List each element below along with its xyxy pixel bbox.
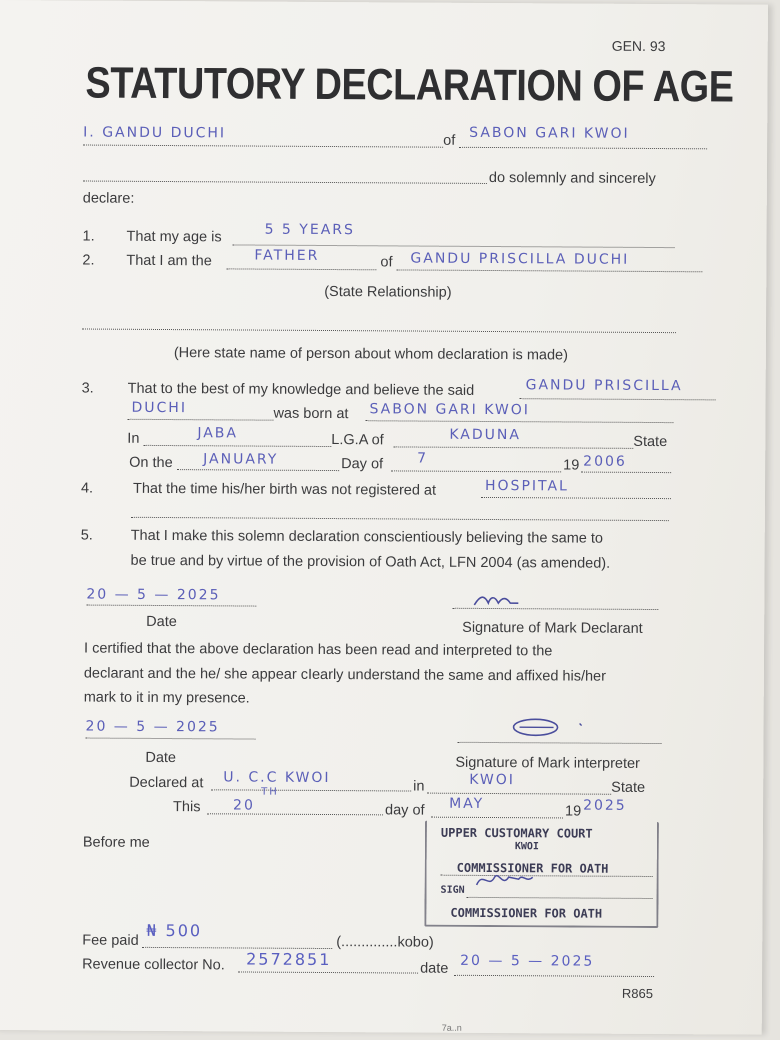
stamp-court-location: KWOI xyxy=(514,841,539,853)
item-1-number: 1. xyxy=(82,228,95,245)
birth-day-field[interactable] xyxy=(391,470,561,472)
certification-line-2: declarant and the he/ she appear cIearly understand the same and affixed his/her xyxy=(83,665,607,685)
revenue-date-value: 20 — 5 — 2025 xyxy=(460,952,595,970)
item-5-number: 5. xyxy=(80,527,93,544)
address-continued-field[interactable] xyxy=(83,181,487,184)
age-label: That my age is xyxy=(126,228,222,246)
knowledge-label: That to the best of my knowledge and believe the said xyxy=(127,380,475,399)
on-the-label: On the xyxy=(129,454,173,472)
commissioner-signature xyxy=(475,869,535,891)
registered-label: That the time his/her birth was not registered at xyxy=(132,480,437,499)
stamp-court-name: UPPER CUSTOMARY COURT xyxy=(440,825,593,841)
revenue-collector-field[interactable] xyxy=(238,971,418,973)
revenue-collector-label: Revenue collector No. xyxy=(82,956,225,974)
state-label: State xyxy=(633,433,668,451)
this-day-suffix: TH xyxy=(261,786,279,798)
fee-amount-field[interactable] xyxy=(142,947,332,949)
lga-value: KADUNA xyxy=(449,426,521,444)
solemnly-text: do solemnly and sincerely xyxy=(488,169,656,188)
year-prefix-2: 19 xyxy=(565,803,582,820)
certification-date-field[interactable] xyxy=(85,738,255,740)
declarant-address: SABON GARI KWOI xyxy=(469,124,630,142)
declare-text: declare: xyxy=(82,190,135,207)
age-value: 5 5 YEARS xyxy=(264,221,355,239)
declarant-signature-label: Signature of Mark Declarant xyxy=(462,619,643,637)
year-prefix: 19 xyxy=(563,457,580,474)
item-3-number: 3. xyxy=(81,380,94,397)
this-day-field[interactable] xyxy=(207,813,383,815)
stamp-sign-label: SIGN xyxy=(440,884,465,896)
registered-at-field[interactable] xyxy=(481,497,671,499)
fee-amount-value: ₦ 500 xyxy=(146,920,203,941)
solemn-text-1: That I make this solemn declaration conscientiously believing the same to xyxy=(130,527,604,547)
date-label: Date xyxy=(146,613,177,631)
person-details-field[interactable] xyxy=(82,329,676,334)
registered-cont-field[interactable] xyxy=(131,517,669,521)
interpreter-signature-mark xyxy=(505,713,585,739)
this-label: This xyxy=(173,799,201,816)
relationship-field[interactable] xyxy=(226,268,376,270)
address-field[interactable] xyxy=(459,147,707,150)
item-2-number: 2. xyxy=(82,252,95,269)
certification-line-1: I certified that the above declaration has been read and interpreted to the xyxy=(83,640,553,660)
stamp-commissioner: COMMISSIONER FOR OATH xyxy=(456,860,609,876)
item-4-number: 4. xyxy=(80,480,94,497)
birth-day-value: 7 xyxy=(417,450,429,467)
revenue-date-field[interactable] xyxy=(454,975,654,977)
birth-month-value: JANUARY xyxy=(203,451,279,468)
form-title: STATUTORY DECLARATION OF AGE xyxy=(85,58,734,112)
born-at-label: was born at xyxy=(273,405,349,423)
town-value: JABA xyxy=(197,425,239,442)
form-reference-code: R865 xyxy=(621,985,654,1002)
revenue-collector-value: 2572851 xyxy=(246,949,332,970)
certification-date-value: 20 — 5 — 2025 xyxy=(85,718,220,736)
declaration-date-field[interactable] xyxy=(86,605,256,607)
lga-label: L.G.A of xyxy=(331,432,384,449)
birthplace-value: SABON GARI KWOI xyxy=(369,401,530,419)
relationship-of-label: of xyxy=(380,254,393,271)
said-person-cont-field[interactable] xyxy=(127,419,273,421)
relationship-label: That I am the xyxy=(126,252,212,270)
declarant-signature-mark xyxy=(472,591,522,609)
declarant-name: I. GANDU DUCHI xyxy=(83,124,227,142)
declaration-date-value: 20 — 5 — 2025 xyxy=(86,586,221,604)
state-relationship-hint: (State Relationship) xyxy=(324,283,452,301)
declared-in-label: in xyxy=(413,778,425,795)
birth-month-field[interactable] xyxy=(177,469,339,471)
this-day-value: 20 xyxy=(233,797,255,814)
person-name-field[interactable] xyxy=(396,269,702,272)
town-field[interactable] xyxy=(143,445,331,447)
registered-at-value: HOSPITAL xyxy=(484,477,569,495)
form-code: GEN. 93 xyxy=(611,37,666,55)
lga-field[interactable] xyxy=(393,446,633,448)
here-state-hint: (Here state name of person about whom declaration is made) xyxy=(173,345,569,364)
solemn-text-2: be true and by virtue of the provision of Oath Act, LFN 2004 (as amended). xyxy=(130,552,611,572)
interpreter-signature-label: Signature of Mark interpreter xyxy=(455,754,640,772)
said-person-value: GANDU PRISCILLA xyxy=(525,377,683,395)
certification-line-3: mark to it in my presence. xyxy=(83,689,250,707)
this-month-field[interactable] xyxy=(431,817,563,819)
declared-in-field[interactable] xyxy=(427,793,611,795)
before-me-label: Before me xyxy=(82,834,150,851)
footer-mark: 7a..n xyxy=(441,1022,462,1033)
birthplace-field[interactable] xyxy=(365,420,673,423)
day-of-label-2: day of xyxy=(385,802,425,819)
date-label-2: Date xyxy=(145,749,177,767)
state-label-2: State xyxy=(611,779,646,796)
this-year-value: 2025 xyxy=(583,797,627,814)
declared-in-value: KWOI xyxy=(469,771,515,789)
said-person-surname: DUCHI xyxy=(131,399,188,417)
name-field[interactable] xyxy=(83,145,443,148)
in-label: In xyxy=(127,430,140,447)
said-person-field[interactable] xyxy=(520,398,716,400)
fee-paid-label: Fee paid xyxy=(82,932,139,949)
declared-at-label: Declared at xyxy=(129,774,204,792)
birth-year-field[interactable] xyxy=(581,472,671,474)
declared-at-value: U. C.C KWOI xyxy=(223,769,331,787)
this-month-value: MAY xyxy=(449,795,485,812)
person-name-value: GANDU PRISCILLA DUCHI xyxy=(410,250,630,268)
day-of-label: Day of xyxy=(341,456,384,473)
declared-at-field[interactable] xyxy=(211,789,411,791)
stamp-commissioner-2: COMMISSIONER FOR OATH xyxy=(450,905,603,921)
birth-year-value: 2006 xyxy=(583,453,627,470)
relationship-value: FATHER xyxy=(254,247,320,264)
kobo-label: (..............kobo) xyxy=(336,934,434,951)
revenue-date-label: date xyxy=(420,960,449,977)
interpreter-signature-field[interactable] xyxy=(457,742,661,744)
of-label: of xyxy=(443,132,456,149)
